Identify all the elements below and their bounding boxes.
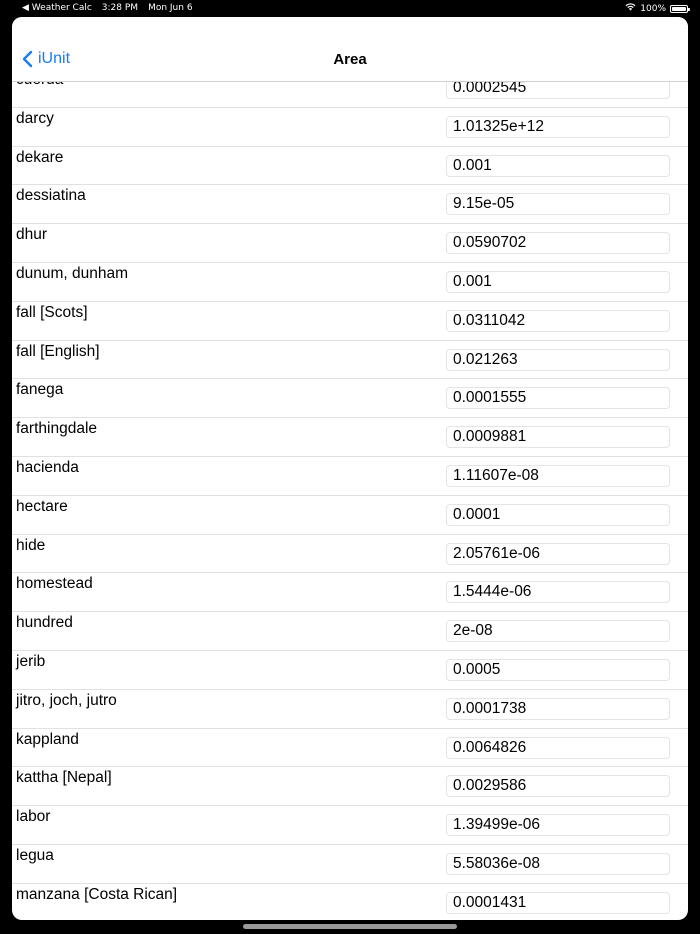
home-indicator[interactable]: [243, 924, 457, 929]
unit-label: farthingdale: [16, 420, 98, 438]
status-right: [625, 3, 688, 14]
unit-label: dhur: [16, 226, 48, 244]
unit-value-field[interactable]: [446, 387, 670, 409]
unit-value-field[interactable]: [446, 737, 670, 759]
back-to-app-link[interactable]: ◀ Weather Calc: [22, 3, 92, 13]
unit-label: manzana [Costa Rican]: [16, 885, 178, 903]
unit-label: fall [English]: [16, 342, 100, 360]
unit-value-field[interactable]: [446, 853, 670, 875]
list-item: [12, 341, 688, 380]
unit-value-field[interactable]: [446, 271, 670, 293]
status-date: Mon Jun 6: [148, 3, 193, 13]
list-item: [12, 573, 688, 612]
unit-label: hide: [16, 536, 46, 554]
list-item: [12, 651, 688, 690]
unit-label: fanega: [16, 381, 64, 399]
unit-value-field[interactable]: [446, 504, 670, 526]
list-item: [12, 457, 688, 496]
list-item: [12, 884, 688, 920]
list-item: [12, 729, 688, 768]
list-item: [12, 690, 688, 729]
status-bar: [0, 0, 700, 17]
unit-list[interactable]: [12, 69, 688, 920]
unit-label: dekare: [16, 148, 64, 166]
unit-label: dessiatina: [16, 187, 86, 205]
list-item: [12, 147, 688, 186]
unit-label: homestead: [16, 575, 93, 593]
unit-label: kappland: [16, 730, 79, 748]
battery-icon: [670, 5, 688, 13]
list-item: [12, 224, 688, 263]
list-item: [12, 418, 688, 457]
list-item: [12, 108, 688, 147]
unit-label: hectare: [16, 497, 68, 515]
list-item: [12, 263, 688, 302]
unit-value-field[interactable]: [446, 426, 670, 448]
app-sheet: [12, 17, 688, 920]
back-button-label: iUnit: [38, 50, 71, 67]
unit-value-field[interactable]: [446, 116, 670, 138]
unit-value-field[interactable]: [446, 814, 670, 836]
unit-label: jitro, joch, jutro: [16, 691, 117, 709]
unit-label: legua: [16, 846, 54, 864]
list-item: [12, 379, 688, 418]
battery-percent: 100%: [640, 3, 666, 14]
unit-value-field[interactable]: [446, 892, 670, 914]
unit-value-field[interactable]: [446, 465, 670, 487]
list-item: [12, 845, 688, 884]
status-left: [22, 3, 193, 13]
unit-value-field[interactable]: [446, 193, 670, 215]
wifi-icon: [625, 3, 636, 14]
unit-label: dunum, dunham: [16, 264, 129, 282]
unit-value-field[interactable]: [446, 310, 670, 332]
unit-value-field[interactable]: [446, 155, 670, 177]
list-item: [12, 302, 688, 341]
list-item: [12, 767, 688, 806]
unit-value-field[interactable]: [446, 349, 670, 371]
unit-label: darcy: [16, 109, 54, 127]
unit-label: labor: [16, 808, 51, 826]
page-title: Area: [333, 51, 367, 68]
list-item: [12, 806, 688, 845]
unit-value-field[interactable]: [446, 543, 670, 565]
unit-label: hundred: [16, 614, 73, 632]
unit-label: fall [Scots]: [16, 303, 88, 321]
list-item: [12, 496, 688, 535]
unit-label: kattha [Nepal]: [16, 769, 112, 787]
list-item: [12, 535, 688, 574]
unit-value-field[interactable]: [446, 775, 670, 797]
list-item: [12, 612, 688, 651]
unit-value-field[interactable]: [446, 581, 670, 603]
unit-value-field[interactable]: [446, 698, 670, 720]
status-time: 3:28 PM: [101, 3, 139, 13]
unit-value-field[interactable]: [446, 620, 670, 642]
unit-value-field[interactable]: [446, 232, 670, 254]
unit-label: jerib: [16, 652, 46, 670]
list-item: [12, 185, 688, 224]
unit-value-field[interactable]: [446, 659, 670, 681]
unit-label: hacienda: [16, 458, 79, 476]
navigation-bar: [12, 17, 688, 82]
